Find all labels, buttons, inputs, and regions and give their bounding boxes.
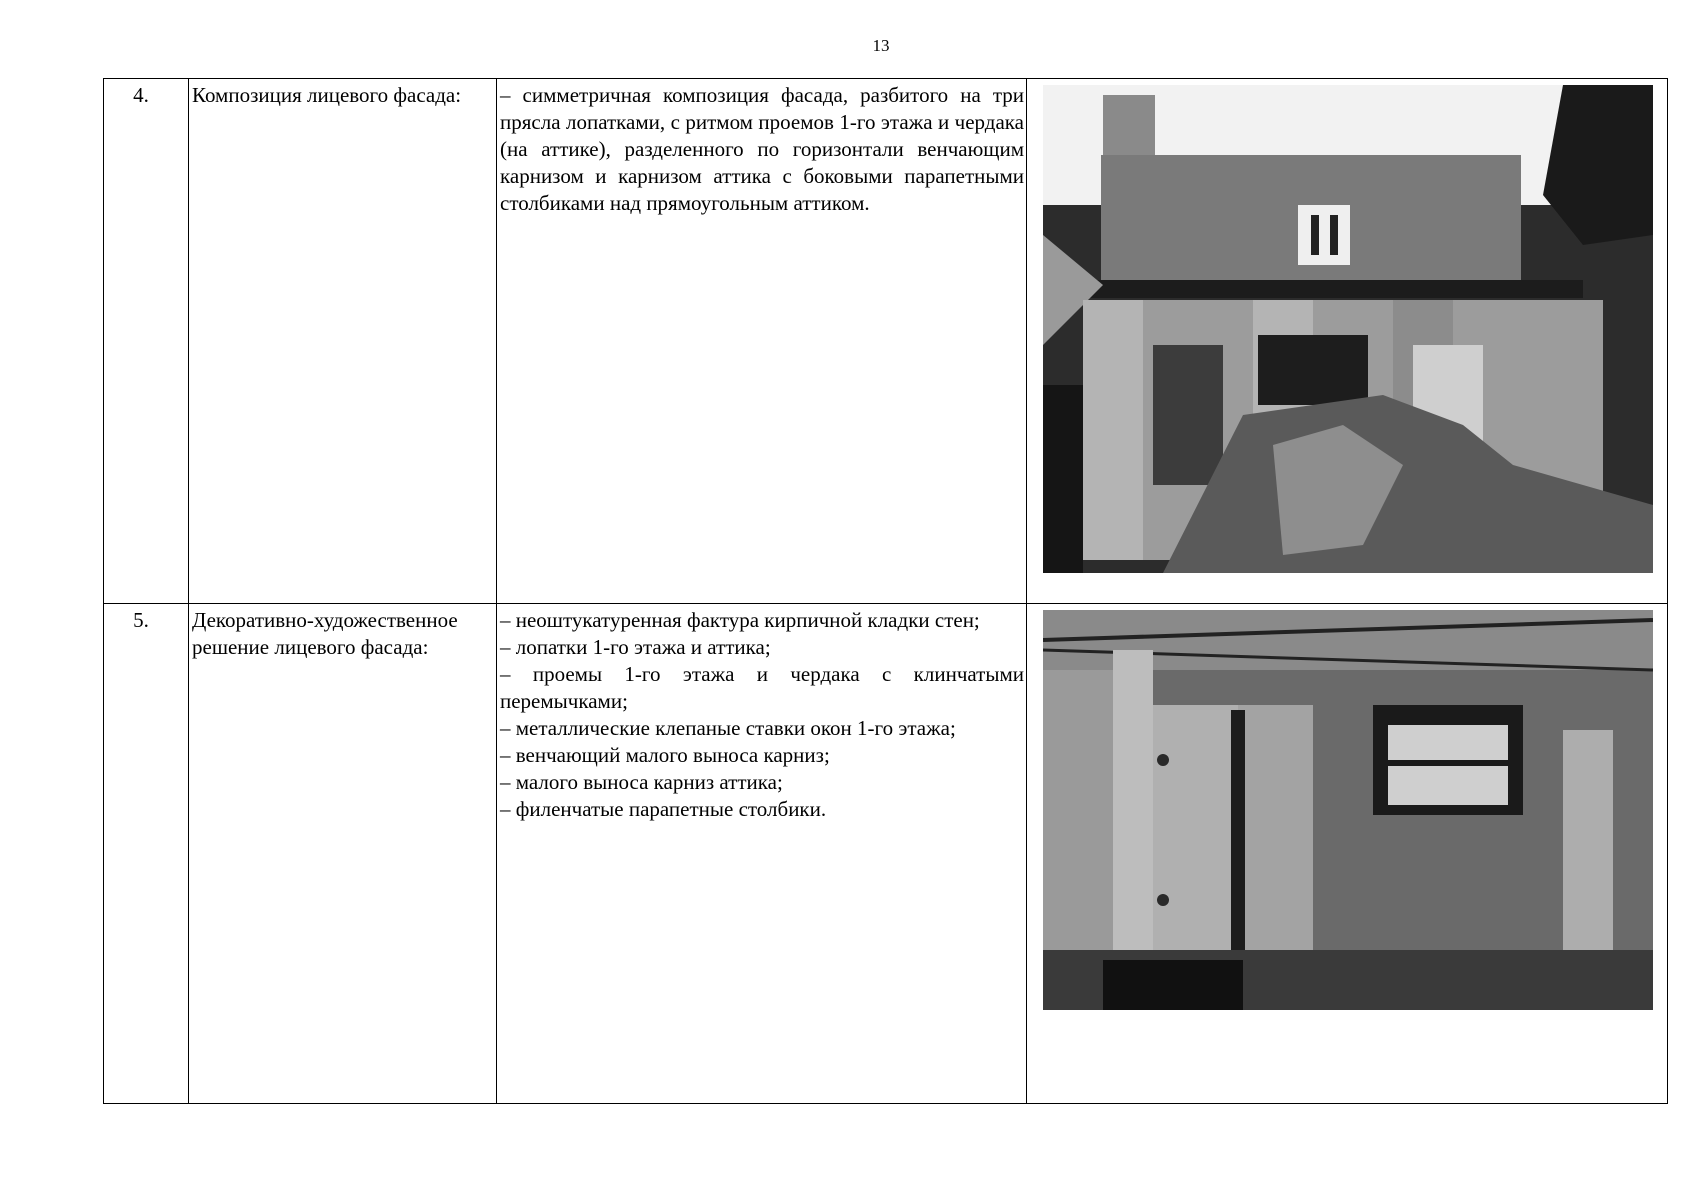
facade-photo-composition [1043,85,1653,573]
description-item: – лопатки 1-го этажа и аттика; [500,635,771,659]
description-item: – малого выноса карниз аттика; [500,770,783,794]
page-number: 13 [872,36,890,55]
facade-photo-decoration [1043,610,1653,1010]
feature-description [497,604,1027,1104]
row-number: 5. [104,604,189,1104]
description-item: – проемы 1-го этажа и чердака с клинчатыми перемычками; [500,662,1024,713]
table-row [104,604,1668,1104]
description-item: – филенчатые парапетные столбики. [500,797,827,821]
monument-features-table [103,78,1668,1104]
feature-name: Декоративно-художественное решение лицевого фасада: [189,604,497,1104]
row-number: 4. [104,79,189,604]
table-row [104,79,1668,604]
description-item: – неоштукатуренная фактура кирпичной кладки стен; [500,608,980,632]
photo-cell [1027,604,1668,1104]
facade-photo-composition-image [1043,85,1653,573]
feature-description: – симметричная композиция фасада, разбитого на три прясла лопатками, с ритмом проемов 1-го этажа и чердака (на аттике), разделенного по горизонтали венчающим карнизом и карнизом аттика с боковыми парапетными столбиками над прямоугольным аттиком. [497,79,1027,604]
photo-cell [1027,79,1668,604]
description-item: – венчающий малого выноса карниз; [500,743,830,767]
feature-name: Композиция лицевого фасада: [189,79,497,604]
description-item: – металлические клепаные ставки окон 1-го этажа; [500,716,956,740]
facade-photo-decoration-image [1043,610,1653,1010]
